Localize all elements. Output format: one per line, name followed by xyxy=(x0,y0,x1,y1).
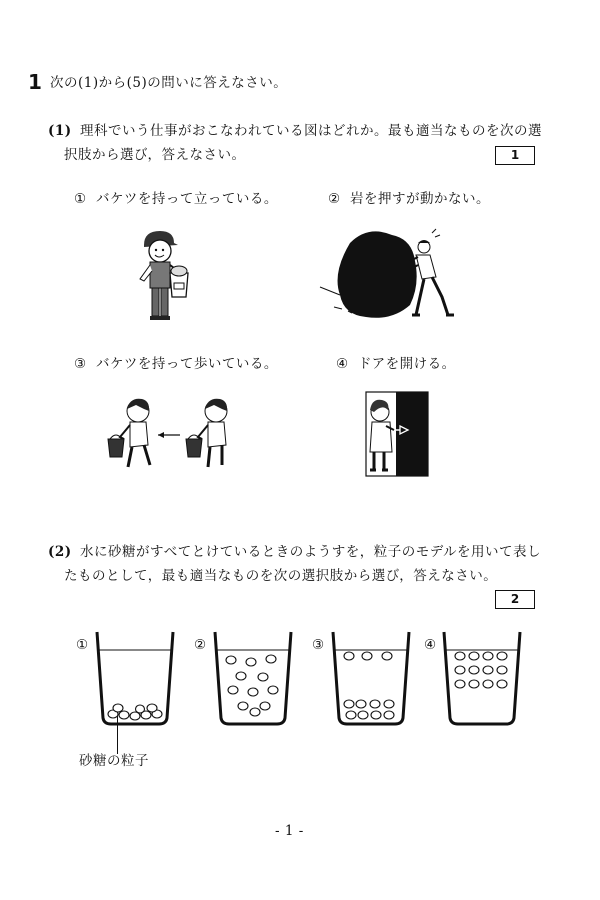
beaker-1-label: ① xyxy=(76,637,89,653)
part-1-text-line2: 択肢から選び，答えなさい。 xyxy=(64,147,246,163)
part-2-text-line1: 水に砂糖がすべてとけているときのようすを，粒子のモデルを用いて表し xyxy=(80,544,542,560)
particle-caption: 砂糖の粒子 xyxy=(79,753,149,769)
beaker-4-label: ④ xyxy=(424,637,437,653)
option-2-text: 岩を押すが動かない。 xyxy=(350,191,490,207)
part-2-text-line2: たものとして，最も適当なものを次の選択肢から選び，答えなさい。 xyxy=(64,568,498,584)
beaker-3-label: ③ xyxy=(312,637,325,653)
question-number: 1 xyxy=(28,70,42,94)
part-1-label: (1) xyxy=(48,123,72,139)
illustration-boy-standing-with-bucket xyxy=(130,225,200,325)
answer-box-2[interactable]: 2 xyxy=(495,590,535,609)
illustration-man-pushing-rock xyxy=(320,225,460,325)
option-4-number: ④ xyxy=(336,356,349,372)
option-4-text: ドアを開ける。 xyxy=(358,356,456,372)
illustration-boy-walking-with-bucket xyxy=(100,395,240,475)
option-2-number: ② xyxy=(328,191,341,207)
beaker-3-mostly-bottom xyxy=(331,632,411,727)
question-intro: 次の(1)から(5)の問いに答えなさい。 xyxy=(50,75,288,91)
beaker-4-mostly-top xyxy=(442,632,522,727)
beaker-2-evenly-dispersed xyxy=(213,632,293,727)
page-number: - 1 - xyxy=(275,823,304,839)
part-1-text-line1: 理科でいう仕事がおこなわれている図はどれか。最も適当なものを次の選 xyxy=(80,123,542,139)
illustration-person-opening-door xyxy=(360,390,430,480)
particle-pointer-line xyxy=(117,716,118,754)
option-3-number: ③ xyxy=(74,356,87,372)
option-1-number: ① xyxy=(74,191,87,207)
answer-box-1[interactable]: 1 xyxy=(495,146,535,165)
option-3-text: バケツを持って歩いている。 xyxy=(96,356,278,372)
part-2-label: (2) xyxy=(48,544,72,560)
beaker-1-sugar-settled xyxy=(95,632,175,727)
beaker-2-label: ② xyxy=(194,637,207,653)
option-1-text: バケツを持って立っている。 xyxy=(96,191,278,207)
